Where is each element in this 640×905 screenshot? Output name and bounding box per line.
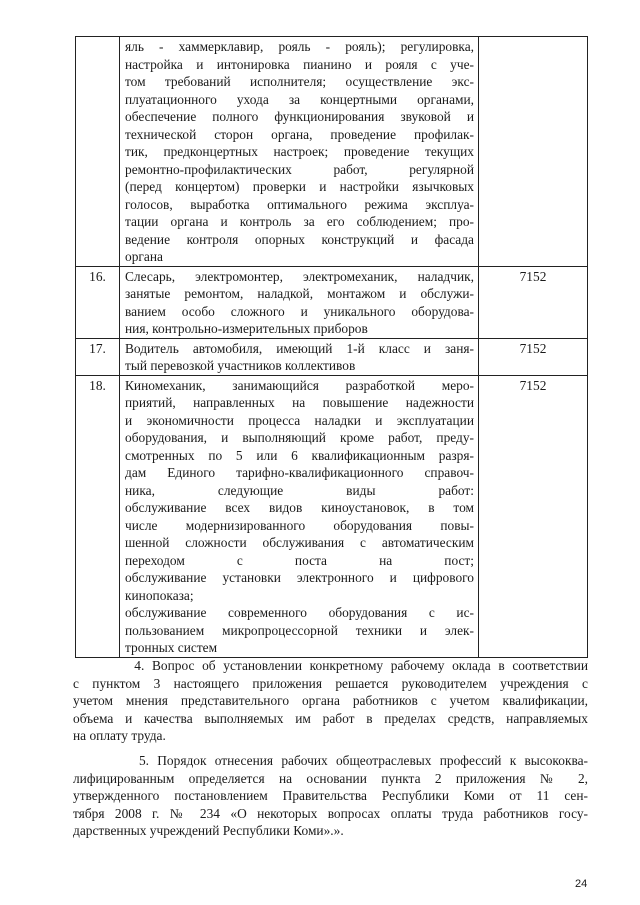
paragraph-line: дарственных учреждений Республики Коми».». xyxy=(73,823,344,839)
table-row xyxy=(76,375,588,657)
description-line: том требований исполнителя; осуществление экс- xyxy=(125,74,474,89)
row-number: 18. xyxy=(76,375,120,657)
description-line: ния, контрольно-измерительных приборов xyxy=(125,321,368,336)
description-line: ремонтно-профилактических работ, регулярной xyxy=(125,161,474,177)
paragraph-line: 5. Порядок отнесения рабочих общеотраслевых профессий к высококва- xyxy=(73,753,588,768)
profession-code xyxy=(479,37,588,267)
paragraph-4 xyxy=(73,657,588,745)
paragraph-line: утвержденного постановлением Правительства Республики Коми от 11 сен- xyxy=(73,788,588,804)
description-line: тации органа и контроль за его соблюдением; про- xyxy=(125,214,474,229)
description-line: ванием особо сложного и уникального оборудова- xyxy=(125,303,474,319)
description-line: голосов, выработка оптимального режима эксплуа- xyxy=(125,196,474,212)
description-line: тик, предконцертных настроек; проведение текущих xyxy=(125,144,474,159)
description-line: приятий, направленных на повышение надежности xyxy=(125,395,474,410)
row-number: 16. xyxy=(76,266,120,338)
description-line: плуатационного ухода за концертными органами, xyxy=(125,91,474,107)
profession-code: 7152 xyxy=(479,375,588,657)
paragraph-line: учетом мнения представительного органа работников с учетом квалификации, xyxy=(73,693,588,709)
row-number: 17. xyxy=(76,338,120,375)
paragraph-line: с пунктом 3 настоящего приложения решается руководителем учреждения с xyxy=(73,675,588,691)
description-line: ведение контроля опорных конструкций и фасада xyxy=(125,231,474,247)
description-line: (перед концертом) проверки и настройки язычковых xyxy=(125,179,474,194)
table-row xyxy=(76,338,588,375)
description-line: смотренных по 5 или 6 квалификационным разря- xyxy=(125,447,474,463)
paragraph-line: тября 2008 г. № 234 «О некоторых вопросах оплаты труда работников госу- xyxy=(73,805,588,821)
paragraph-line: 4. Вопрос об установлении конкретному рабочему окладa в соответствии xyxy=(73,658,588,673)
description-line: Водитель автомобиля, имеющий 1-й класс и заня- xyxy=(125,340,474,356)
row-number xyxy=(76,37,120,267)
description-line: числе модернизированного оборудования повы- xyxy=(125,517,474,533)
description-line: Слесарь, электромонтер, электромеханик, наладчик, xyxy=(125,268,474,284)
profession-code: 7152 xyxy=(479,338,588,375)
description-line: обслуживание установки электронного и цифрового xyxy=(125,570,474,585)
paragraph-5 xyxy=(73,752,588,840)
description-line: шенной сложности обслуживания с автоматическим xyxy=(125,535,474,550)
profession-description xyxy=(120,37,479,267)
description-line: пользованием микропроцессорной техники и элек- xyxy=(125,622,474,638)
description-line: ника, следующие виды работ: xyxy=(125,482,474,498)
page-number: 24 xyxy=(575,878,588,890)
description-line: обслуживание всех видов киноустановок, в том xyxy=(125,500,474,515)
paragraph-line: на оплату труда. xyxy=(73,728,166,744)
description-line: тый перевозкой участников коллективов xyxy=(125,358,356,373)
description-line: занятые ремонтом, наладкой, монтажом и обслужи- xyxy=(125,286,474,301)
description-line: и экономичности процесса наладки и эксплуатации xyxy=(125,412,474,428)
profession-description xyxy=(120,338,479,375)
table-row xyxy=(76,37,588,267)
table-row xyxy=(76,266,588,338)
paragraph-line: объема и качества выполняемых им работ в пределах средств, направляемых xyxy=(73,710,588,726)
description-line: обеспечение полного функционирования звуковой и xyxy=(125,109,474,124)
description-line: настройка и интонировка пианино и рояля с уче- xyxy=(125,56,474,72)
description-line: тронных систем xyxy=(125,640,218,655)
description-line: оборудования, и выполняющий кроме работ, преду- xyxy=(125,430,474,445)
profession-description xyxy=(120,375,479,657)
profession-code: 7152 xyxy=(479,266,588,338)
description-line: обслуживание современного оборудования с ис- xyxy=(125,605,474,620)
description-line: кинопоказа; xyxy=(125,587,194,603)
professions-table xyxy=(75,36,588,658)
profession-description xyxy=(120,266,479,338)
description-line: Киномеханик, занимающийся разработкой меро- xyxy=(125,377,474,393)
paragraph-line: лифицированным определяется на основании пункта 2 приложения № 2, xyxy=(73,770,588,786)
description-line: технической сторон органа, проведение профилак- xyxy=(125,126,474,142)
description-line: дам Единого тарифно-квалификационного справоч- xyxy=(125,465,474,480)
description-line: яль - хаммерклавир, рояль - рояль); регулировка, xyxy=(125,39,474,54)
description-line: переходом с поста на пост; xyxy=(125,552,474,568)
description-line: органа xyxy=(125,249,163,264)
